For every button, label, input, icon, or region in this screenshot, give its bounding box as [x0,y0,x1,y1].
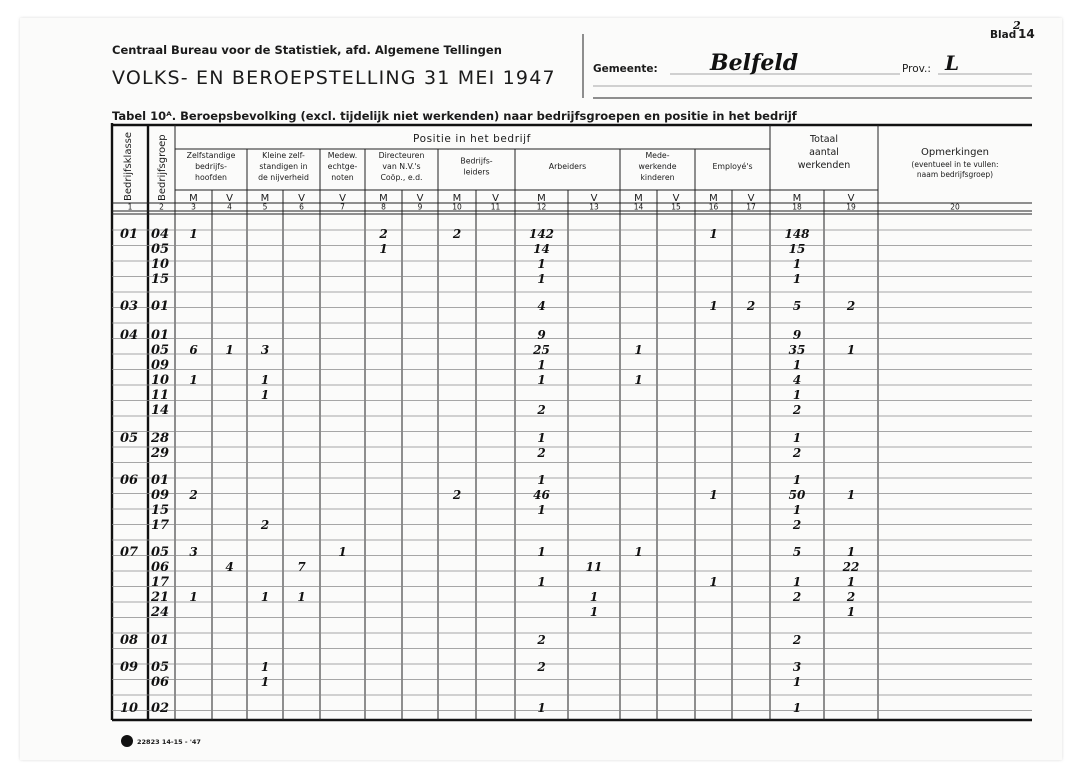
value-cell-c14: 1 [634,545,643,559]
value-cell-c18: 2 [792,403,802,417]
value-cell-c5: 2 [260,518,270,532]
sex-subheader: V [847,193,855,204]
sex-subheader: M [189,193,198,204]
sex-subheader: M [260,193,270,204]
group-header-text: de nijverheid [258,173,309,182]
value-cell-c5: 3 [260,343,270,357]
bedrijfsgroep-cell: 05 [151,242,170,257]
column-number: 1 [127,202,133,212]
table-row [120,328,802,343]
value-cell-c12: 2 [537,660,546,674]
bedrijfsklasse-cell: 09 [120,660,139,675]
value-cell-c18: 3 [792,660,802,674]
bedrijfsgroep-cell: 28 [151,431,170,446]
value-cell-c18: 1 [792,575,802,589]
positie-header: Positie in het bedrijf [413,133,531,145]
bedrijfsgroep-header: Bedrijfsgroep [157,134,168,201]
totaal-line-1: Totaal [809,134,839,145]
value-cell-c12: 1 [537,575,546,589]
value-cell-c18: 9 [792,328,802,342]
value-cell-c13: 1 [589,605,599,619]
table-title: Tabel 10ᴬ. Beroepsbevolking (excl. tijdelijk niet werkenden) naar bedrijfsgroepen en positie in het bedrijf [112,109,797,123]
sex-subheader: V [590,193,598,204]
totaal-line-2: aantal [809,147,839,158]
totaal-line-3: werkenden [797,160,851,171]
column-number: 19 [846,202,856,212]
column-number: 13 [589,202,599,212]
table-row [151,560,859,575]
bedrijfsgroep-cell: 05 [151,343,170,358]
census-form-sheet [20,18,1062,760]
group-header-text: Arbeiders [548,162,587,171]
value-cell-c6: 7 [297,560,306,574]
column-number: 6 [299,202,304,212]
value-cell-c12: 25 [533,343,550,357]
bedrijfsklasse-cell: 08 [120,633,139,648]
value-cell-c7: 1 [338,545,347,559]
blad-label: Blad [990,29,1017,41]
printer-code: 22823 14-15 - '47 [137,738,201,746]
group-header-text: leiders [463,167,490,177]
value-cell-c18: 50 [788,488,806,502]
bedrijfsgroep-cell: 01 [151,328,170,343]
group-header-text: Employé's [712,162,753,171]
value-cell-c19: 1 [846,575,856,589]
value-cell-c12: 1 [537,257,546,271]
value-cell-c18: 1 [792,388,802,402]
value-cell-c18: 2 [792,518,802,532]
value-cell-c16: 1 [709,227,718,241]
bedrijfsgroep-cell: 10 [151,373,170,388]
bedrijfsklasse-cell: 06 [120,473,139,488]
value-cell-c8: 2 [379,227,388,241]
value-cell-c18: 148 [784,227,810,241]
bedrijfsgroep-cell: 14 [151,403,170,418]
sex-subheader: V [672,193,680,204]
bedrijfsgroep-cell: 15 [151,503,170,518]
bureau-line: Centraal Bureau voor de Statistiek, afd. Algemene Tellingen [112,43,502,57]
group-header-text: standigen in [259,162,308,171]
value-cell-c18: 2 [792,446,802,460]
value-cell-c19: 2 [846,299,856,313]
bedrijfsklasse-cell: 07 [120,545,139,560]
value-cell-c18: 15 [788,242,806,256]
value-cell-c16: 1 [709,488,718,502]
sex-subheader: M [379,193,388,204]
table-row [151,242,805,257]
column-number: 20 [950,202,960,212]
value-cell-c16: 1 [709,299,718,313]
group-header-text: Bedrijfs- [460,156,493,166]
value-cell-c12: 1 [537,473,546,487]
sex-subheader: M [452,193,462,204]
value-cell-c5: 1 [260,373,270,387]
bedrijfsgroep-cell: 17 [151,575,170,590]
value-cell-c12: 1 [537,358,546,372]
sex-subheader: V [298,193,305,204]
group-header-text: Coöp., e.d. [380,173,423,182]
value-cell-c12: 1 [537,431,546,445]
opmerkingen-header [911,147,998,179]
bedrijfsgroep-cell: 11 [151,388,170,403]
value-cell-c18: 5 [792,299,802,313]
value-cell-c18: 1 [792,272,802,286]
bedrijfsgroep-cell: 17 [151,518,170,533]
value-cell-c3: 1 [189,590,198,604]
value-cell-c12: 142 [528,227,555,241]
table-row [120,431,801,446]
position-group-headers [187,151,753,182]
value-cell-c17: 2 [746,299,756,313]
group-header-text: Kleine zelf- [262,151,305,160]
sex-subheader: V [416,193,424,204]
value-cell-c4: 1 [225,343,234,357]
bedrijfsgroep-cell: 01 [151,473,170,488]
bedrijfsklasse-header: Bedrijfsklasse [123,131,134,201]
value-cell-c12: 2 [537,403,546,417]
group-header-text: Directeuren [378,151,425,160]
group-header-text: noten [331,173,354,182]
table-row [120,660,801,675]
group-header-text: bedrijfs- [195,162,227,171]
bedrijfsgroep-cell: 09 [151,358,170,373]
column-number: 15 [671,202,681,212]
gemeente-value: Belfeld [710,50,799,76]
minor-column-rules [212,190,824,720]
bedrijfsklasse-cell: 01 [120,227,139,242]
sex-subheader: M [537,193,546,204]
value-cell-c18: 4 [792,373,802,387]
bedrijfsklasse-cell: 04 [120,328,139,343]
data-rows [120,227,859,716]
value-cell-c18: 1 [792,257,802,271]
value-cell-c18: 1 [792,473,802,487]
column-number: 14 [633,202,644,212]
table-row [151,488,855,503]
sex-subheader: V [226,193,233,204]
table-row [150,590,855,605]
value-cell-c12: 9 [537,328,546,342]
column-number: 2 [159,202,164,212]
value-cell-c5: 1 [260,388,270,402]
column-numbers [128,203,960,212]
sex-subheader: V [747,193,755,204]
value-cell-c12: 1 [537,701,546,715]
value-cell-c12: 4 [537,299,546,313]
bedrijfsgroep-cell: 15 [151,272,170,287]
ruled-lines [112,230,1032,711]
column-number: 10 [452,202,462,212]
value-cell-c3: 2 [189,488,198,502]
major-column-rules [247,149,695,720]
column-number: 7 [340,202,345,212]
value-cell-c5: 1 [260,675,270,689]
value-cell-c3: 1 [189,227,198,241]
column-number: 8 [381,202,386,212]
value-cell-c18: 1 [792,675,802,689]
prov-label: Prov.: [902,63,931,75]
value-cell-c5: 1 [260,660,270,674]
value-cell-c19: 1 [846,343,856,357]
value-cell-c18: 1 [792,701,802,715]
value-cell-c19: 1 [846,605,856,619]
value-cell-c8: 1 [379,242,388,256]
bedrijfsgroep-cell: 02 [151,701,170,716]
table-row [120,227,810,242]
bedrijfsgroep-cell: 04 [151,227,170,242]
value-cell-c3: 6 [189,343,198,357]
opmerkingen-note-1: (eventueel in te vullen: [911,160,999,169]
value-cell-c12: 1 [537,272,546,286]
group-header-text: echtge- [327,162,358,171]
bedrijfsgroep-cell: 09 [151,488,170,503]
bedrijfsgroep-cell: 29 [151,446,170,461]
bedrijfsgroep-cell: 06 [151,675,170,690]
bedrijfsgroep-cell: 05 [151,545,170,560]
value-cell-c12: 2 [537,446,546,460]
group-header-text: van N.V.'s [382,162,421,171]
bedrijfsgroep-cell: 10 [151,257,170,272]
column-number: 18 [792,202,802,212]
group-header-text: Mede- [645,151,670,160]
group-header-text: hoofden [195,173,227,182]
census-table-form [20,18,1062,760]
bedrijfsgroep-cell: 06 [151,560,170,575]
value-cell-c10: 2 [452,488,462,502]
opmerkingen-title: Opmerkingen [921,147,989,158]
bedrijfsgroep-cell: 01 [151,633,170,648]
bedrijfsgroep-cell: 24 [151,605,170,620]
value-cell-c18: 2 [792,590,802,604]
column-number: 11 [490,202,501,212]
totaal-header [798,134,850,171]
column-number: 3 [191,202,196,212]
value-cell-c19: 22 [842,560,860,574]
value-cell-c14: 1 [634,343,643,357]
bedrijfsgroep-cell: 01 [151,299,170,314]
column-number: 17 [746,202,756,212]
bedrijfsklasse-cell: 05 [120,431,139,446]
opmerkingen-note-2: naam bedrijfsgroep) [916,170,994,179]
value-cell-c12: 1 [537,545,546,559]
group-header-text: Zelfstandige [186,151,236,160]
value-cell-c19: 1 [846,545,856,559]
bedrijfsgroep-cell: 05 [151,660,170,675]
value-cell-c18: 5 [792,545,802,559]
group-header-text: kinderen [640,173,675,182]
column-number: 9 [417,202,423,212]
table-row [120,545,855,560]
column-number: 16 [708,202,719,212]
table-row [151,575,855,590]
value-cell-c18: 1 [792,431,802,445]
table-row [120,473,801,488]
group-header-text: werkende [638,162,677,171]
group-header-text: Medew. [327,151,358,160]
sex-subheader: M [634,193,643,204]
value-cell-c13: 11 [585,560,603,574]
value-cell-c18: 35 [788,343,806,357]
value-cell-c14: 1 [634,373,643,387]
prov-value: L [945,51,960,75]
column-number: 4 [227,202,232,212]
sex-subheader: M [709,193,718,204]
value-cell-c18: 2 [792,633,802,647]
value-cell-c18: 1 [792,358,802,372]
column-number: 12 [536,202,547,212]
table-row [120,299,855,314]
value-cell-c10: 2 [452,227,462,241]
value-cell-c5: 1 [260,590,270,604]
table-row [151,343,855,358]
sex-subheader: V [492,193,499,204]
value-cell-c3: 1 [189,373,198,387]
value-cell-c18: 1 [792,503,802,517]
value-cell-c12: 2 [537,633,546,647]
bedrijfsgroep-cell: 21 [151,590,170,605]
value-cell-c19: 2 [846,590,856,604]
sex-subheader: M [792,193,802,204]
blad-number: 14 [1018,27,1035,41]
census-title: VOLKS- EN BEROEPSTELLING 31 MEI 1947 [112,67,556,89]
value-cell-c12: 46 [533,488,550,502]
value-cell-c12: 1 [537,503,546,517]
printer-logo-icon [121,735,133,747]
bedrijfsklasse-cell: 10 [120,701,139,716]
value-cell-c6: 1 [297,590,306,604]
gemeente-label: Gemeente: [593,63,658,75]
value-cell-c4: 4 [225,560,234,574]
value-cell-c19: 1 [846,488,856,502]
value-cell-c12: 1 [537,373,546,387]
bedrijfsklasse-cell: 03 [120,299,139,314]
value-cell-c13: 1 [589,590,599,604]
table-row [120,633,801,648]
sex-subheader: V [339,193,346,204]
value-cell-c3: 3 [189,545,198,559]
value-cell-c16: 1 [709,575,718,589]
value-cell-c12: 14 [533,242,550,256]
column-number: 5 [262,202,268,212]
blad-prefix: 2 [1013,19,1021,32]
table-row [120,701,801,716]
